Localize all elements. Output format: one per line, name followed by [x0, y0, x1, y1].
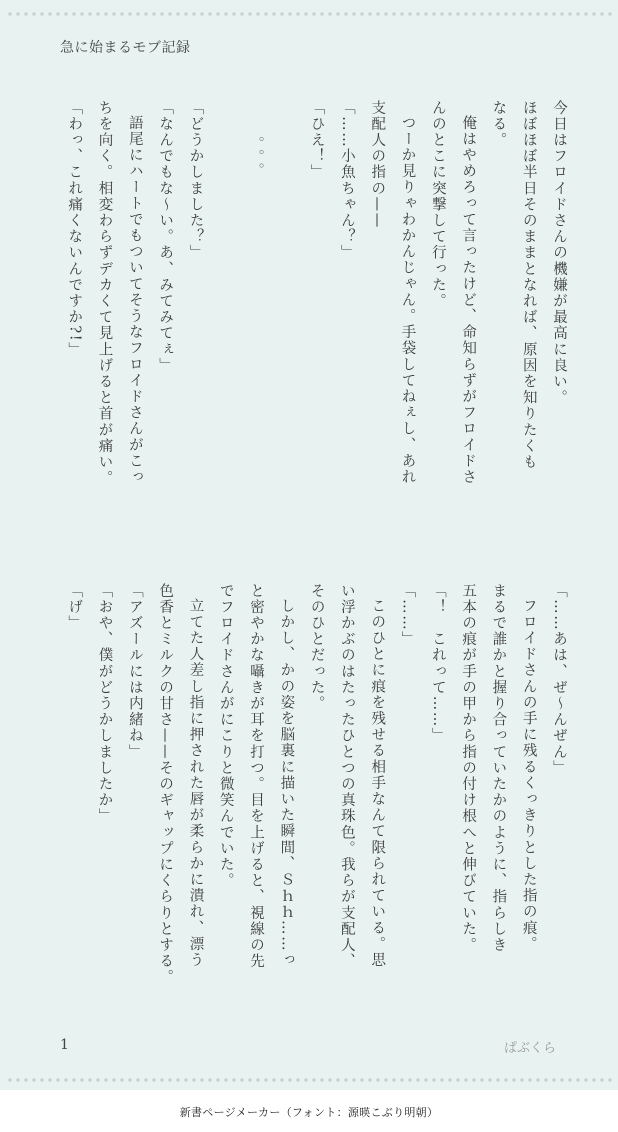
- text-line: 支配人の指の——: [369, 100, 386, 229]
- section-break: 。。。: [248, 136, 265, 184]
- text-line: 「……」: [399, 583, 416, 648]
- text-line: なる。: [490, 100, 507, 149]
- text-line: 「ひえ！」: [308, 100, 325, 181]
- top-dotted-border: [6, 11, 612, 17]
- text-line: 色香とミルクの甘さ——そのギャップにくらりとする。: [157, 583, 174, 986]
- blank-line: [210, 100, 240, 530]
- text-line: 五本の痕が手の甲から指の付け根へと伸びていた。: [460, 583, 477, 954]
- text-line: ちを向く。相変わらずデカくて見上げると首が痛い。: [96, 100, 113, 487]
- lower-text-block: [54, 583, 574, 1013]
- bottom-dotted-border: [6, 1077, 612, 1083]
- book-title: 急に始まるモブ記録: [60, 40, 191, 56]
- text-line: 「げ」: [66, 583, 83, 632]
- text-line: つーか見りゃわかんじゃん。手袋してねぇし、あれ: [399, 114, 416, 485]
- text-line: ほぼほぼ半日そのままとなれば、原因を知りたくも: [520, 100, 537, 471]
- text-line: フロイドさんの手に残るくっきりとした指の痕。: [520, 597, 537, 952]
- text-line: 「……小魚ちゃん？」: [338, 100, 355, 261]
- text-line: しかし、かの姿を脳裏に描いた瞬間、Ｓｈｈ……っ: [278, 597, 295, 968]
- text-line: 俺はやめろって言ったけど、命知らずがフロイドさ: [460, 114, 477, 485]
- text-line: でフロイドさんがにこりと微笑んでいた。: [217, 583, 234, 889]
- text-line: 「わっ、これ痛くないんですか?!」: [66, 100, 83, 359]
- author-name: ぱぶくら: [503, 1041, 556, 1056]
- page-number: 1: [60, 1037, 69, 1053]
- text-line: 「アズールには内緒ね」: [126, 583, 143, 761]
- text-line: 語尾にハートでもついてそうなフロイドさんがこっ: [126, 114, 143, 485]
- text-line: 「！ これって……」: [429, 583, 446, 744]
- text-line: い浮かぶのはたったひとつの真珠色。我らが支配人、: [338, 583, 355, 970]
- text-line: 「なんでもな〜い。あ、みてみてぇ」: [157, 100, 174, 374]
- text-line: 立てた人差し指に押された唇が柔らかに潰れ、漂う: [187, 597, 204, 968]
- upper-text-block: [54, 100, 574, 530]
- text-line: 「おや、僕がどうかしましたか」: [96, 583, 113, 825]
- text-line: 今日はフロイドさんの機嫌が最高に良い。: [551, 100, 567, 406]
- text-line: そのひとだった。: [308, 583, 325, 712]
- text-line: んのとこに突撃して行った。: [429, 100, 446, 310]
- text-line: と密やかな囁きが耳を打つ。目を上げると、視線の先: [248, 583, 265, 970]
- text-line: まるで誰かと握り合っていたかのように、指らしき: [490, 583, 507, 954]
- blank-line: [271, 100, 301, 530]
- text-line: 「どうかしました？」: [187, 100, 204, 261]
- generator-caption: 新書ページメーカー（フォント：源暎こぶり明朝）: [179, 1106, 439, 1119]
- text-line: このひとに痕を残せる相手なんて限られている。思: [369, 597, 386, 968]
- text-line: 「……あは、ぜ〜んぜん」: [551, 583, 567, 777]
